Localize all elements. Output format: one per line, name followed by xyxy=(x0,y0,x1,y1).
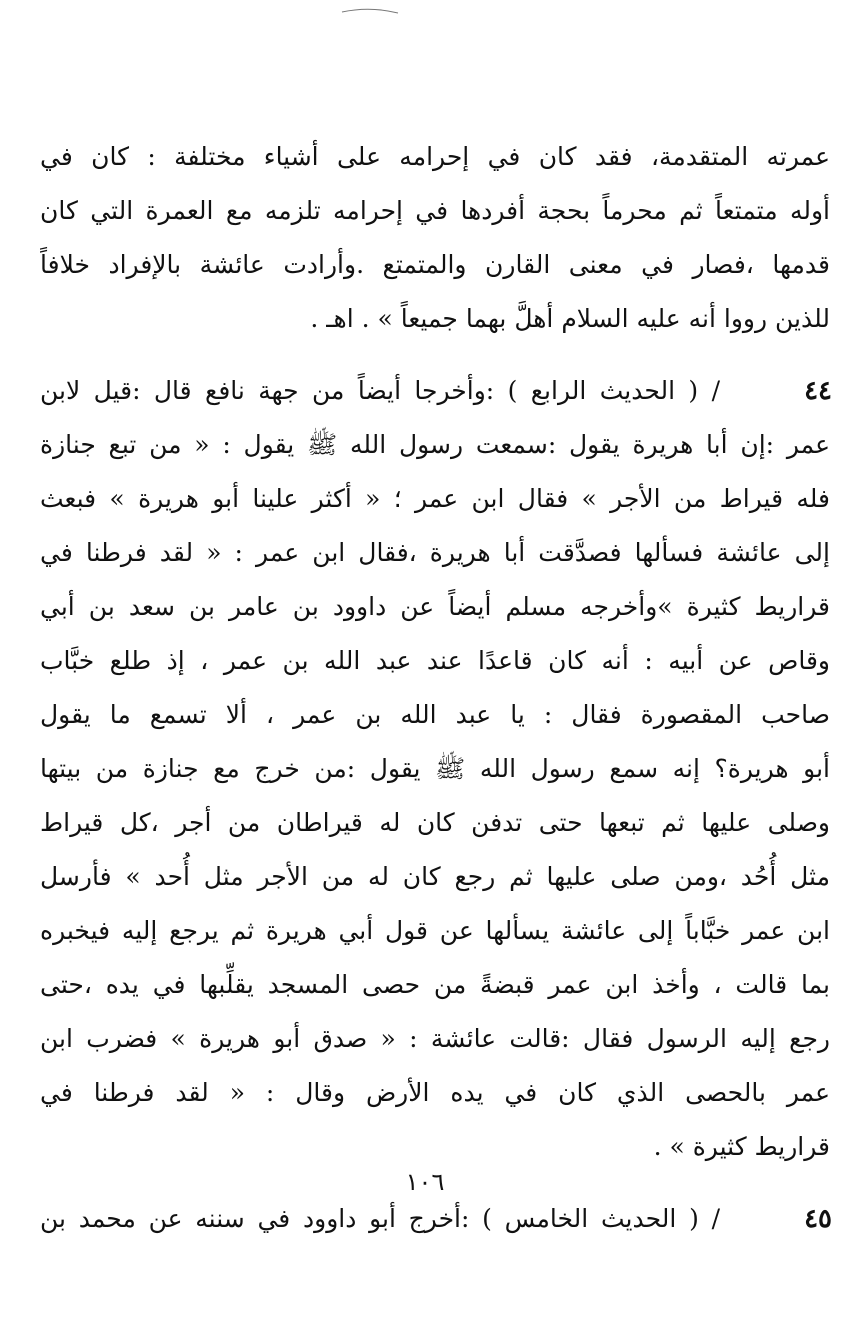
spacer xyxy=(40,346,830,364)
text-line: للذين رووا أنه عليه السلام أهلَّ بهما جميعاً » . اهـ . xyxy=(310,304,830,333)
text-line: عمر بالحصى الذي كان في يده الأرض وقال : « لقد فرطنا في xyxy=(40,1078,830,1107)
text-line: قراريط كثيرة »وأخرجه مسلم أيضاً عن داوود بن عامر بن سعد بن أبي xyxy=(40,592,830,621)
text-line: ابن عمر خبَّاباً إلى عائشة يسألها عن قول أبي هريرة ثم يرجع إليه فيخبره xyxy=(40,916,830,945)
text-line: أوله متمتعاً ثم محرماً بحجة أفردها في إحرامه تلزمه مع العمرة التي كان xyxy=(40,196,830,225)
text-line: رجع إليه الرسول فقال :قالت عائشة : « صدق أبو هريرة » فضرب ابن xyxy=(40,1024,830,1053)
text-line: / ( الحديث الرابع ) :وأخرجا أيضاً من جهة نافع قال :قيل لابن xyxy=(40,376,720,405)
text-line: صاحب المقصورة فقال : يا عبد الله بن عمر ، ألا تسمع ما يقول xyxy=(40,700,830,729)
entry-number: ٤٤ xyxy=(804,376,832,406)
top-decorative-mark xyxy=(340,6,400,16)
hadith-entry-45 xyxy=(40,1192,830,1246)
text-line: إلى عائشة فسألها فصدَّقت أبا هريرة ،فقال ابن عمر : « لقد فرطنا في xyxy=(40,538,830,567)
hadith-entry-44 xyxy=(40,364,830,418)
text-line: فله قيراط من الأجر » فقال ابن عمر ؛ « أكثر علينا أبو هريرة » فبعث xyxy=(40,484,830,513)
text-line: أبو هريرة؟ إنه سمع رسول الله ﷺ يقول :من خرج مع جنازة من بيتها xyxy=(40,754,830,783)
text-line: مثل أُحُد ،ومن صلى عليها ثم رجع كان له من الأجر مثل أُحد » فأرسل xyxy=(40,862,830,891)
text-line: عمرته المتقدمة، فقد كان في إحرامه على أشياء مختلفة : كان في xyxy=(40,142,830,171)
opening-paragraph xyxy=(40,130,830,346)
text-line: قدمها ،فصار في معنى القارن والمتمتع .وأرادت عائشة بالإفراد خلافاً xyxy=(40,250,830,279)
text-line: وقاص عن أبيه : أنه كان قاعدًا عند عبد الله بن عمر ، إذ طلع خبَّاب xyxy=(40,646,830,675)
text-line: عمر :إن أبا هريرة يقول :سمعت رسول الله ﷺ يقول : « من تبع جنازة xyxy=(40,430,830,459)
text-line: قراريط كثيرة » . xyxy=(653,1132,830,1161)
page-content xyxy=(40,130,830,1246)
hadith-entry-44-body xyxy=(40,418,830,1174)
text-line: وصلى عليها ثم تبعها حتى تدفن كان له قيراطان من أجر ،كل قيراط xyxy=(40,808,830,837)
text-line: / ( الحديث الخامس ) :أخرج أبو داوود في سننه عن محمد بن xyxy=(40,1204,720,1233)
entry-number: ٤٥ xyxy=(804,1204,832,1234)
text-line: بما قالت ، وأخذ ابن عمر قبضةً من حصى المسجد يقلِّبها في يده ،حتى xyxy=(40,970,830,999)
page-number: ١٠٦ xyxy=(405,1168,445,1196)
